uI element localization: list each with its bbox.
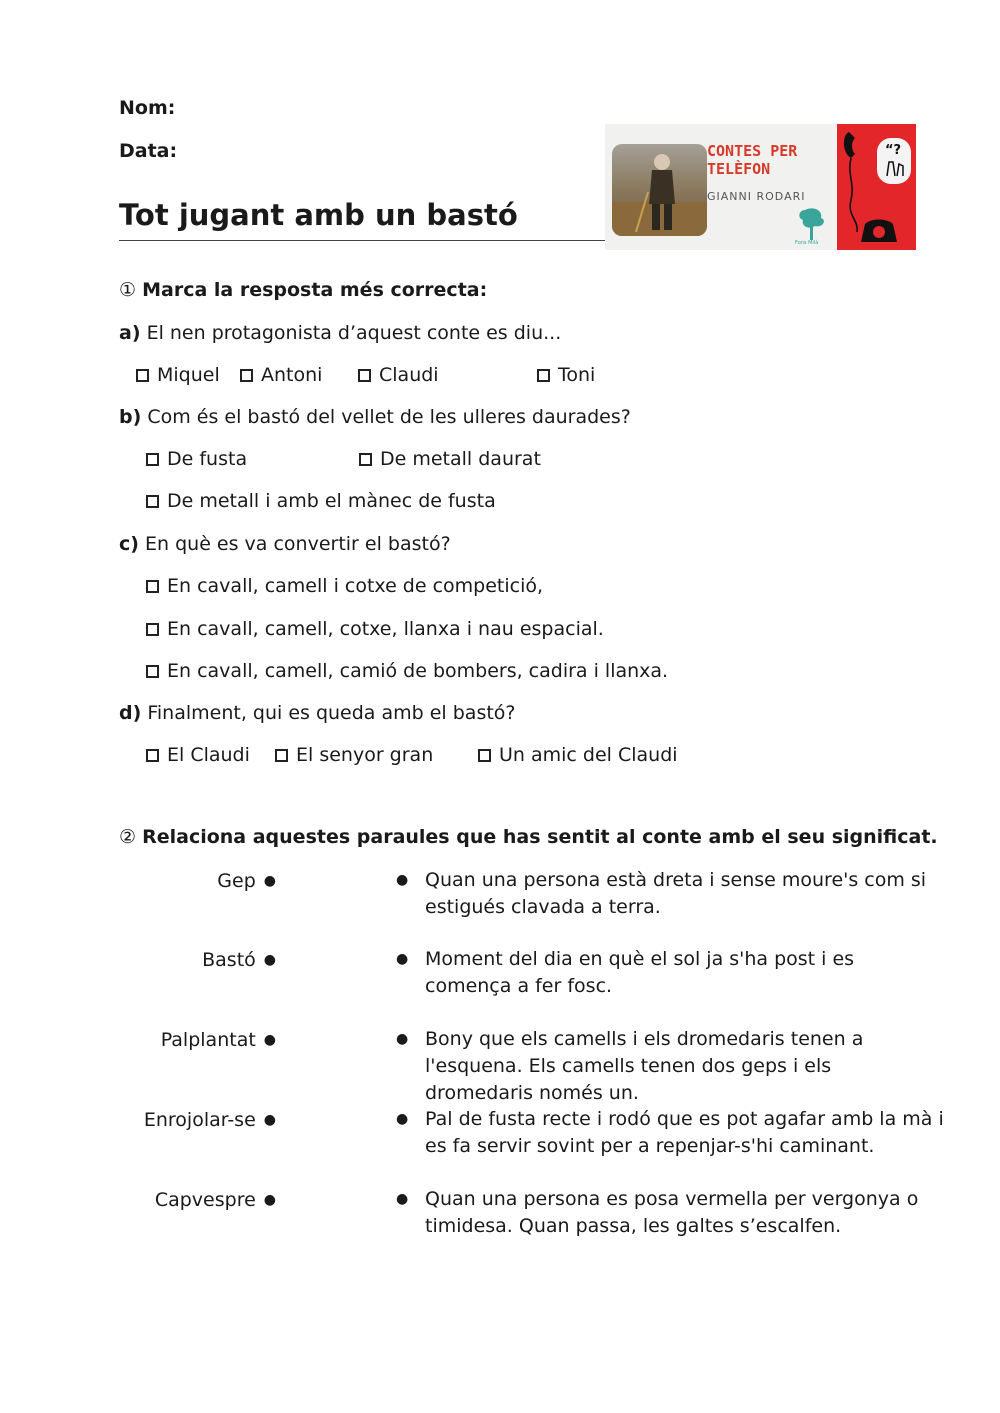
match-dot-icon[interactable]: ● [396,1031,409,1047]
word-item[interactable]: Capvespre ● [154,1189,276,1211]
option-b-metall-daurat[interactable]: De metall daurat [359,448,541,470]
checkbox[interactable] [136,369,149,382]
checkbox[interactable] [478,749,491,762]
name-label: Nom: [119,97,176,119]
definition-item: Quan una persona es posa vermella per vergonya o timidesa. Quan passa, les galtes s’escalfen. [425,1188,919,1237]
checkbox[interactable] [146,623,159,636]
option-d-claudi[interactable]: El Claudi [146,744,250,766]
tree-logo-icon [791,206,835,246]
svg-text:Fons Milà: Fons Milà [795,240,819,246]
question-d: d) Finalment, qui es queda amb el bastó? [119,702,516,724]
option-d-senyor-gran[interactable]: El senyor gran [275,744,433,766]
match-dot-icon[interactable]: ● [263,1112,276,1128]
checkbox[interactable] [146,580,159,593]
option-d-amic[interactable]: Un amic del Claudi [478,744,678,766]
section1-heading: ① Marca la resposta més correcta: [119,279,488,301]
checkbox[interactable] [275,749,288,762]
author-name: GIANNI RODARI [707,190,806,203]
title-underline [119,240,606,241]
checkbox[interactable] [146,453,159,466]
option-c-1[interactable]: En cavall, camell i cotxe de competició, [146,575,543,597]
question-a: a) El nen protagonista d’aquest conte es diu... [119,322,562,344]
option-a-antoni[interactable]: Antoni [240,364,322,386]
checkbox[interactable] [146,665,159,678]
option-b-metall-fusta[interactable]: De metall i amb el mànec de fusta [146,490,496,512]
definition-item: Moment del dia en què el sol ja s'ha post i es comença a fer fosc. [425,948,855,997]
series-title: CONTES PER TELÈFON [707,142,798,178]
old-man-photo [612,144,707,236]
book-banner [605,124,916,250]
checkbox[interactable] [359,453,372,466]
word-item[interactable]: Bastó ● [202,949,276,971]
option-a-toni[interactable]: Toni [537,364,595,386]
match-dot-icon[interactable]: ● [396,872,409,888]
page-title: Tot jugant amb un bastó [119,198,518,232]
question-c: c) En què es va convertir el bastó? [119,533,451,555]
checkbox[interactable] [240,369,253,382]
match-dot-icon[interactable]: ● [396,951,409,967]
checkbox[interactable] [146,749,159,762]
telephone-panel [837,124,916,250]
match-dot-icon[interactable]: ● [263,1192,276,1208]
section2-heading: ② Relaciona aquestes paraules que has sentit al conte amb el seu significat. [119,826,938,848]
date-label: Data: [119,140,178,162]
match-dot-icon[interactable]: ● [263,952,276,968]
option-a-miquel[interactable]: Miquel [136,364,220,386]
svg-text:“?: “? [885,143,902,158]
option-c-2[interactable]: En cavall, camell, cotxe, llanxa i nau espacial. [146,618,604,640]
option-a-claudi[interactable]: Claudi [358,364,439,386]
match-dot-icon[interactable]: ● [396,1191,409,1207]
word-item[interactable]: Palplantat ● [160,1029,276,1051]
match-dot-icon[interactable]: ● [263,873,276,889]
option-b-fusta[interactable]: De fusta [146,448,247,470]
checkbox[interactable] [146,495,159,508]
match-dot-icon[interactable]: ● [263,1032,276,1048]
word-item[interactable]: Gep ● [217,870,276,892]
checkbox[interactable] [537,369,550,382]
definition-item: Quan una persona està dreta i sense moure's com si estigués clavada a terra. [425,869,927,918]
checkbox[interactable] [358,369,371,382]
definition-item: Pal de fusta recte i rodó que es pot agafar amb la mà i es fa servir sovint per a repenjar-s'hi caminant. [425,1108,944,1157]
match-dot-icon[interactable]: ● [396,1111,409,1127]
option-c-3[interactable]: En cavall, camell, camió de bombers, cadira i llanxa. [146,660,668,682]
question-b: b) Com és el bastó del vellet de les ulleres daurades? [119,406,631,428]
word-item[interactable]: Enrojolar-se ● [143,1109,276,1131]
definition-item: Bony que els camells i els dromedaris tenen a l'esquena. Els camells tenen dos geps i els dromedaris només un. [425,1028,864,1104]
